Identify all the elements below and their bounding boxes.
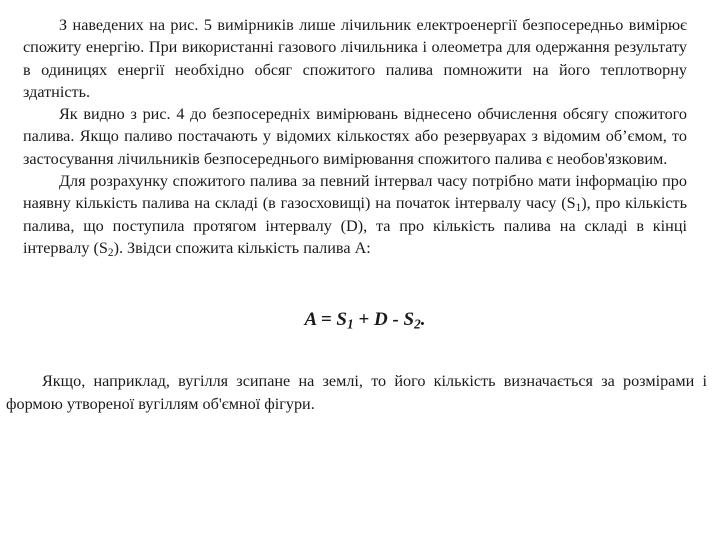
formula-sub-2: 2	[414, 316, 421, 332]
paragraph-3	[23, 170, 687, 259]
paragraph-3-part-3: ). Звідси спожита кількість палива А:	[113, 238, 371, 257]
paragraph-3-part-1: Для розрахунку спожитого палива за певний інтервал часу потрібно мати інформацію про наявну кількість палива на складі (в газосховищі) на початок інтервалу часу (S	[23, 172, 687, 213]
formula-end: .	[420, 309, 426, 330]
formula-lhs: A = S	[304, 309, 347, 330]
text-block-2	[6, 370, 707, 415]
paragraph-4: Якщо, наприклад, вугілля зсипане на землі, то його кількість визначається за розмірами і формою утвореної вугіллям об'ємної фігури.	[6, 372, 707, 413]
paragraph-2: Як видно з рис. 4 до безпосередніх вимірювань віднесено обчислення обсягу спожитого палива. Якщо паливо постачають у відомих кількостях або резервуарах з відомим об’ємом, то застосування лічильників безпосереднього вимірювання спожитого палива є необов'язковим.	[23, 105, 687, 168]
formula-mid: + D - S	[353, 309, 415, 330]
formula	[0, 309, 720, 331]
subscript-1: 1	[575, 202, 582, 215]
subscript-2: 2	[107, 246, 114, 259]
paragraph-1: З наведених на рис. 5 вимірників лише лічильник електроенергії безпосередньо вимірює спожиту енергію. При використанні газового лічильника і олеометра для одержання результату в одиницях енергії необхідно обсяг спожитого палива помножити на його теплотворну здатність.	[23, 16, 687, 101]
paragraph-3-part-2: ), про кількість палива, що поступила протягом інтервалу (D), та про кількість палива на складі в кінці інтервалу (S	[23, 194, 687, 257]
text-block	[23, 14, 687, 259]
formula-sub-1: 1	[347, 316, 354, 332]
